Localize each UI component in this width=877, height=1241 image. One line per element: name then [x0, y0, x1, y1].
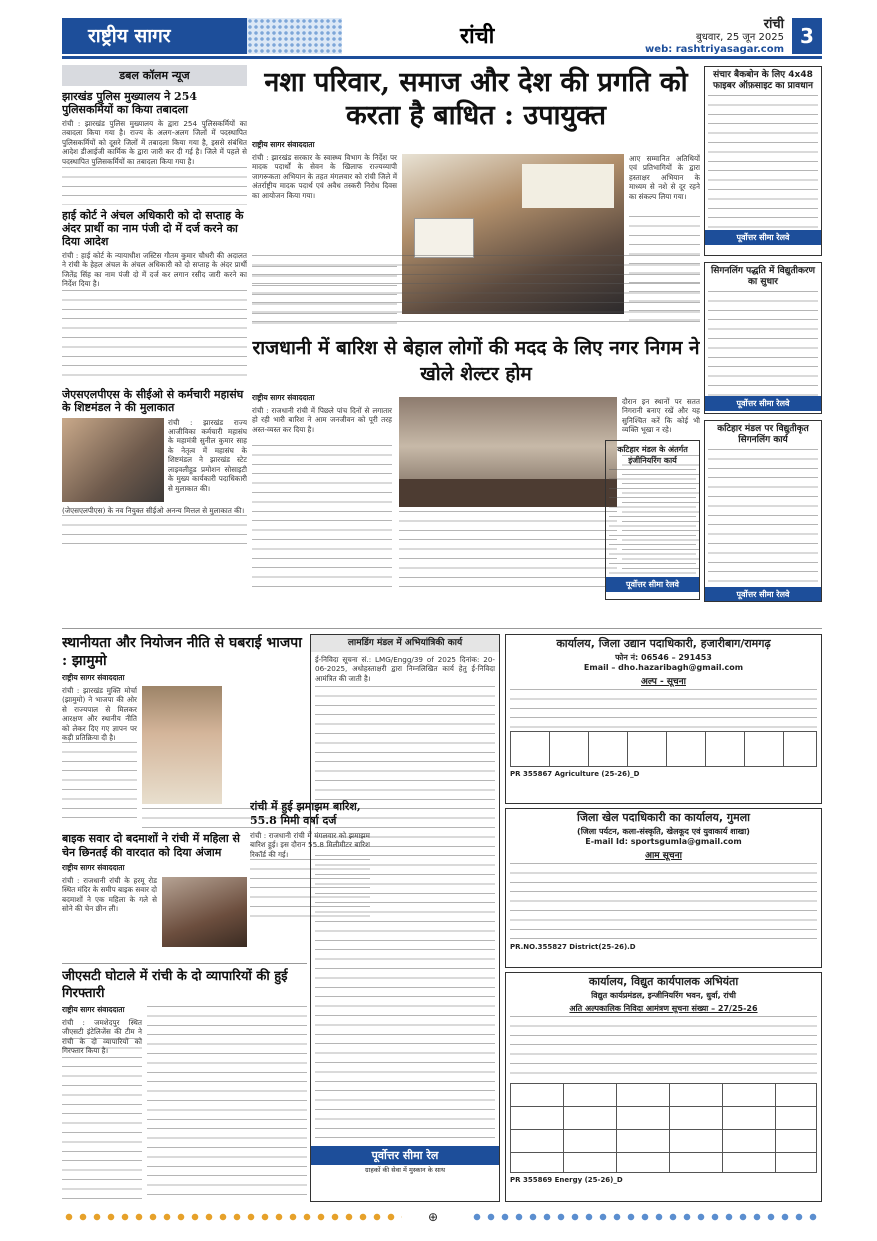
registration-mark-icon: ⊕ — [428, 1210, 439, 1224]
edition-info — [645, 19, 784, 56]
rain-headline: राजधानी में बारिश से बेहाल लोगों की मदद के लिए नगर निगम ने खोले शेल्टर होम — [252, 337, 700, 385]
rail-tender-lumding — [310, 634, 500, 1202]
victim-photo — [162, 877, 247, 947]
ad-text — [708, 449, 818, 587]
ad-title: कटिहार मंडल पर विद्युतीकृत सिगनलिंग कार्य — [717, 424, 809, 445]
shelter-photo — [399, 397, 617, 507]
story-chain-snatching — [62, 832, 247, 962]
text-filler — [62, 167, 247, 205]
horticulture-ad — [505, 634, 822, 804]
story-body: रांची : झारखंड पुलिस मुख्यालय के द्वारा 254 पुलिसकर्मियों का तबादला किया गया है। राज्य के अलग-अलग जिलों में पदस्थापित पुलिसकर्मियों को दूसरे जिलों में तबादला किया गया है, इससे संबंधित आदेश डीआईजी कार्मिक के द्वारा जारी कर दी गई है। जिले में पहले से पदस्थापित पुलिसकर्मियों का तबादला किया गया है। — [62, 119, 247, 166]
electricity-ad — [505, 972, 822, 1202]
ad-title: कार्यालय, विद्युत कार्यपालक अभियंता — [588, 975, 739, 988]
ad-notice-label: अति अल्पकालिक निविदा आमंत्रण सूचना संख्या – 27/25-26 — [569, 1004, 758, 1013]
photo-caption: (जेएसएलपीएस) के नव नियुक्त सीईओ अनन्य मित्तल से मुलाकात की। — [62, 505, 245, 515]
brand-logo: राष्ट्रीय सागर — [62, 18, 247, 54]
ad-footer: पूर्वोत्तर सीमा रेलवे — [705, 587, 821, 602]
ad-email: E-mail Id: sportsgumla@gmail.com — [585, 837, 742, 846]
floor-shape — [399, 479, 617, 507]
section-label: डबल कॉलम न्यूज — [62, 65, 247, 86]
masthead-rule — [62, 56, 822, 59]
edition-city: रांची — [460, 23, 495, 49]
tender-text — [315, 686, 495, 1146]
jmm-body: रांची : झारखंड मुक्ति मोर्चा (झामुमो) ने भाजपा की ओर से राज्यपाल से मिलकर आरक्षण और स्थानीय नीति को लेकर दिए गए ज्ञापन पर कड़ी प्रतिक्रिया दी है। — [62, 686, 137, 743]
ad-notice-label: आम सूचना — [645, 851, 682, 861]
ad-email: Email – dho.hazaribagh@gmail.com — [583, 663, 744, 672]
ad-title: कार्यालय, जिला उद्यान पदाधिकारी, हजारीबाग/रामगढ़ — [556, 637, 771, 650]
text-filler — [147, 1006, 307, 1201]
rainfall-headline: रांची में हुई झमाझम बारिश, 55.8 मिमी वर्षा दर्ज — [250, 800, 361, 827]
ad-footer: पूर्वोत्तर सीमा रेलवे — [705, 396, 821, 411]
ad-text — [510, 863, 817, 941]
ad-table — [510, 1083, 817, 1173]
sports-office-ad — [505, 808, 822, 968]
ad-notice-label: अल्प - सूचना — [641, 677, 686, 687]
tender-footer: पूर्वोत्तर सीमा रेल — [311, 1146, 499, 1165]
text-filler — [62, 1038, 142, 1203]
jmm-byline: राष्ट्रीय सागर संवाददाता — [62, 673, 125, 682]
ad-text — [510, 689, 817, 729]
story-gst — [62, 968, 307, 1203]
tender-title: लामडिंग मंडल में अभियांत्रिकी कार्य — [311, 635, 499, 652]
rail-ad-2 — [704, 262, 822, 414]
page-number: 3 — [792, 18, 822, 54]
tender-body: ई-निविदा सूचना सं.: LMG/Engg/39 of 2025 दिनांक: 20-06-2025, अधोहस्ताक्षरी द्वारा निम्नलिखित कार्य हेतु ई-निविदा आमंत्रित की जाती है। — [315, 655, 495, 683]
rail-ad-3 — [704, 420, 822, 602]
ad-phone: फोन नं: 06546 – 291453 — [615, 653, 712, 662]
story-headline: झारखंड पुलिस मुख्यालय ने 254 पुलिसकर्मियों का किया तबादला — [62, 90, 198, 116]
section-divider — [62, 628, 822, 629]
lead-text-filler — [252, 255, 700, 325]
edition-web: web: rashtriyasagar.com — [645, 44, 784, 55]
ad-text — [708, 95, 818, 230]
lead-body: रांची : झारखंड सरकार के स्वास्थ्य विभाग के निर्देश पर मादक पदार्थों के सेवन के खिलाफ राज्यव्यापी जागरूकता अभियान के तहत मंगलवार को रांची जिले में अंतर्राष्ट्रीय मादक पदार्थ एवं अवैध तस्करी निरोध दिवस का आयोजन किया गया। — [252, 153, 397, 200]
story-headline: जेएसएलपीएस के सीईओ से कर्मचारी महासंघ के शिष्टमंडल ने की मुलाकात — [62, 387, 244, 414]
certificate-shape — [414, 218, 474, 258]
story-headline: हाई कोर्ट ने अंचल अधिकारी को दो सप्ताह के अंदर प्रार्थी का नाम पंजी दो में दर्ज करने का दिया आदेश — [62, 209, 244, 249]
right-ads-column — [704, 66, 822, 602]
rainfall-body: रांची : राजधानी रांची में मंगलवार को झमाझम बारिश हुई। इस दौरान 55.8 मिलीमीटर बारिश रिकॉर्ड की गई। — [250, 831, 370, 859]
ad-subtitle: (जिला पर्यटन, कला-संस्कृति, खेलकूद एवं युवाकार्य शाखा) — [577, 827, 750, 836]
left-column — [62, 65, 247, 625]
tender-tagline: ग्राहकों की सेवा में मुस्कान के साथ — [364, 1166, 446, 1175]
story-body: रांची : झारखंड राज्य आजीविका कर्मचारी महासंघ के महामंत्री सुनील कुमार साह के नेतृत्व में महासंघ के शिष्टमंडल ने झारखंड स्टेट लाइवलीहुड प्रमोशन सोसाइटी के मुख्य कार्यकारी पदाधिकारी से मुलाकात की। — [168, 417, 247, 493]
ad-subtitle: विद्युत कार्यप्रमंडल, इन्जीनियरिंग भवन, धुर्वा, रांची — [591, 991, 736, 1000]
text-filler — [62, 290, 247, 384]
chain-headline: बाइक सवार दो बदमाशों ने रांची में महिला से चेन छिनतई की वारदात को दिया अंजाम — [62, 832, 240, 859]
rain-body: रांची : राजधानी रांची में पिछले पांच दिनों से लगातार हो रही भारी बारिश ने आम जनजीवन को पूरी तरह अस्त-व्यस्त कर दिया है। — [252, 406, 392, 434]
lead-headline: नशा परिवार, समाज और देश की प्रगति को करता है बाधित : उपायुक्त — [264, 67, 688, 131]
edition-date: बुधवार, 25 जून 2025 — [696, 32, 784, 43]
ad-text — [609, 469, 696, 577]
ad-title: सिगनलिंग पद्धति में विद्युतीकरण का सुधार — [710, 266, 816, 287]
ad-title: जिला खेल पदाधिकारी का कार्यालय, गुमला — [576, 811, 751, 824]
ad-ref: PR 355869 Energy (25-26)_D — [510, 1176, 623, 1184]
jmm-headline: स्थानीयता और नियोजन नीति से घबराई भाजपा : झामुमो — [62, 635, 302, 669]
ad-ref: PR 355867 Agriculture (25-26)_D — [510, 770, 640, 778]
ad-text — [708, 291, 818, 396]
brand-pattern — [247, 18, 342, 54]
chain-byline: राष्ट्रीय सागर संवाददाता — [62, 863, 125, 872]
gst-body: रांची : जमशेदपुर स्थित जीएसटी इंटेलिजेंस की टीम ने रांची के दो व्यापारियों को गिरफ्तार किया है। — [62, 1018, 142, 1056]
edition-city-small: रांची — [763, 17, 784, 32]
text-filler — [252, 445, 392, 595]
story-body: रांची : हाई कोर्ट के न्यायाधीश जस्टिस गौतम कुमार चौधरी की अदालत ने रांची के हेहल अंचल के अंचल अधिकारी को दो सप्ताह के अंदर प्रार्थी जितेंद्र सिंह का नाम पंजी दो में दर्ज कर लगान रसीद जारी करने का निर्देश दिया है। — [62, 251, 247, 289]
footer-decoration-left — [62, 1210, 402, 1224]
rail-ad-1 — [704, 66, 822, 256]
ad-title: संचार बैकबोन के लिए 4x48 फाइबर ऑफ़साइट का प्रावधान — [713, 70, 813, 91]
meeting-photo — [62, 418, 164, 502]
text-filler — [399, 511, 617, 595]
ad-ref: PR.NO.355827 District(25-26).D — [510, 943, 636, 951]
lead-body-continued: आए सम्मानित अतिथियों एवं प्रतिभागियों के द्वारा हस्ताक्षर अभियान के माध्यम से नशे से दूर रहने का संकल्प लिया गया। — [629, 154, 700, 201]
text-filler — [62, 742, 137, 822]
gst-byline: राष्ट्रीय सागर संवाददाता — [62, 1005, 125, 1014]
chain-body: रांची : राजधानी रांची के हरमू रोड स्थित मंदिर के समीप बाइक सवार दो बदमाशों ने एक महिला के गले से सोने की चेन छीन ली। — [62, 876, 157, 914]
politician-photo — [142, 686, 222, 804]
rain-byline: राष्ट्रीय सागर संवाददाता — [252, 393, 315, 402]
gst-headline: जीएसटी घोटाले में रांची के दो व्यापारियों की हुई गिरफ्तारी — [62, 969, 288, 1001]
ad-text — [510, 1016, 817, 1081]
ad-title: कटिहार मंडल के अंतर्गत इंजीनियरिंग कार्य — [617, 445, 688, 465]
banner-shape — [522, 164, 614, 208]
lead-byline: राष्ट्रीय सागर संवाददाता — [252, 140, 315, 149]
ad-footer: पूर्वोत्तर सीमा रेलवे — [606, 577, 699, 592]
rail-ad-engineering — [605, 440, 700, 600]
text-filler — [62, 515, 247, 545]
ad-footer: पूर्वोत्तर सीमा रेलवे — [705, 230, 821, 245]
rain-body-continued: दौरान इन स्थानों पर सतत निगरानी बनाए रखें और यह सुनिश्चित करें कि कोई भी व्यक्ति भूखा न रहे। — [622, 397, 700, 435]
story-photo-block — [62, 418, 247, 504]
ad-table — [510, 731, 817, 767]
section-divider — [62, 963, 307, 964]
footer-decoration-right — [470, 1210, 822, 1224]
masthead — [62, 18, 822, 54]
